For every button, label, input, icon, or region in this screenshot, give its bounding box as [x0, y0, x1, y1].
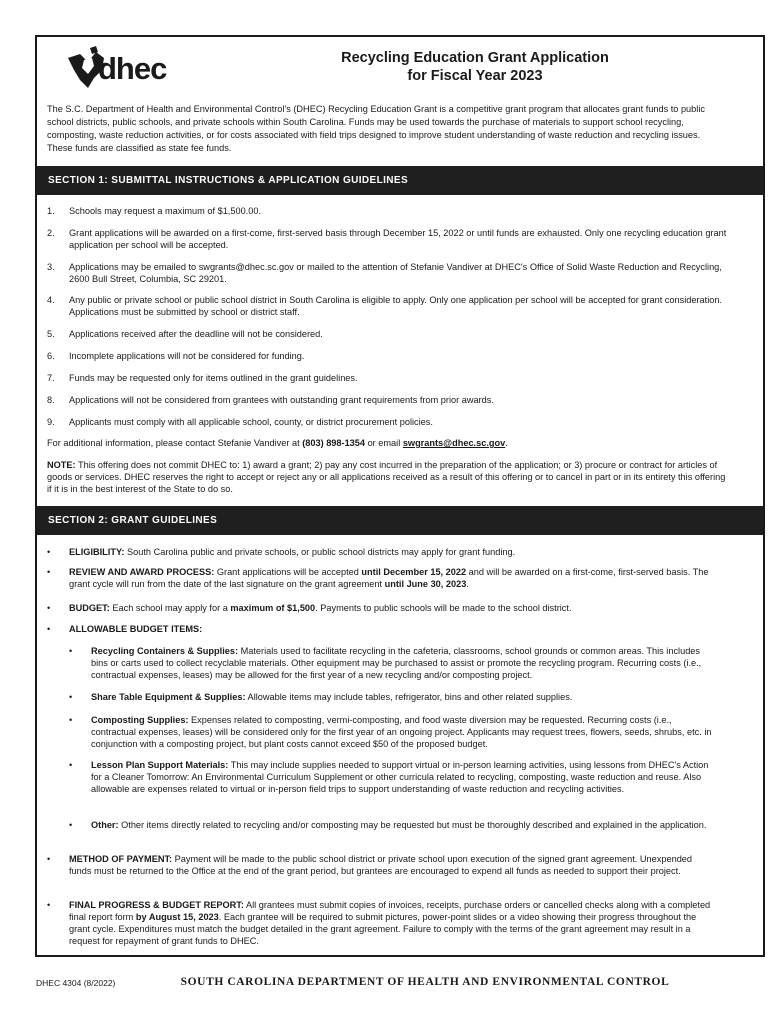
eligibility-bullet: • ELIGIBILITY: South Carolina public and private schools, or public school districts may apply for grant funding.	[47, 547, 516, 557]
list-item: 4. Any public or private school or public school district in South Carolina is eligible to apply. Only one application per school will be accepted for grant consideration. Applications must be submitted by school or district staff.	[47, 295, 723, 317]
list-item: 1. Schools may request a maximum of $1,500.00.	[47, 206, 262, 216]
list-item: 2. Grant applications will be awarded on a first-come, first-served basis through December 15, 2022 or until funds are exhausted. Only one recycling education grant application per school will be accepted.	[47, 228, 727, 250]
sub-item-other: • Other: Other items directly related to recycling and/or composting may be requested but must be thoroughly described and explained in the application.	[69, 820, 707, 830]
sub-item-composting: • Composting Supplies: Expenses related to composting, vermi-composting, and food waste diversion may be requested. Recurring costs (i.e., contractual expenses, leases) will be considered only for the first year of an ongoing project. Applicants may request trees, flowers, seeds, shrubs, etc. in conjunction with a composting project, but plant costs cannot exceed $50 of the proposed budget.	[69, 715, 712, 749]
note-paragraph: NOTE: This offering does not commit DHEC to: 1) award a grant; 2) pay any cost incurred in the preparation of the application; or 3) procure or contract for articles of goods or services. DHEC reserves the right to accept or reject any or all applications received as a result of this offering or to cancel in part or in its entirety this offering if it is in the best interest of the State to do so.	[47, 460, 726, 494]
form-code: DHEC 4304 (8/2022)	[36, 978, 116, 988]
review-bullet: • REVIEW AND AWARD PROCESS: Grant applications will be accepted until December 15, 2022 and will be awarded on a first-come, first-served basis. The grant cycle will run from the date of the last signature on the grant agreement until June 30, 2023.	[47, 567, 709, 589]
intro-paragraph: The S.C. Department of Health and Environmental Control's (DHEC) Recycling Education Grant is a competitive grant program that allocates grant funds to public school districts, public schools, and private schools within South Carolina. Funds may be used towards the purchase of materials to support school recycling, composting, waste reduction activities, or for costs associated with field trips designed to improve student understanding of waste reduction and recycling issues. These funds are classified as state fee funds.	[47, 104, 705, 153]
agency-name: SOUTH CAROLINA DEPARTMENT OF HEALTH AND ENVIRONMENTAL CONTROL	[180, 976, 670, 988]
contact-email-link[interactable]: swgrants@dhec.sc.gov	[402, 438, 506, 448]
payment-bullet: • METHOD OF PAYMENT: Payment will be made to the public school district or private school upon execution of the signed grant agreement. Unexpended funds must be returned to the Office at the end of the grant period, but grantees are encouraged to expend all funds as needed to support their project.	[47, 854, 693, 876]
list-item: 5. Applications received after the deadline will not be considered.	[47, 329, 323, 339]
sub-item-share-table: • Share Table Equipment & Supplies: Allowable items may include tables, refrigerator, bins and other related supplies.	[69, 692, 573, 702]
sub-item-lesson-plan: • Lesson Plan Support Materials: This may include supplies needed to support virtual or in-person learning activities, using lessons from DHEC's Action for a Cleaner Tomorrow: An Environmental Curriculum Supplement or other curricula related to recycling, composting, waste reduction and reuse. Also allowable are expenses related to virtual or in-person field trips to support understanding of waste reduction and recycling activities.	[69, 760, 709, 794]
list-item: 3. Applications may be emailed to swgrants@dhec.sc.gov or mailed to the attention of Stefanie Vandiver at DHEC's Office of Solid Waste Reduction and Recycling, 2600 Bull Street, Columbia, SC 29201.	[47, 262, 722, 284]
list-item: 7. Funds may be requested only for items outlined in the grant guidelines.	[47, 373, 358, 383]
list-item: 8. Applications will not be considered from grantees with outstanding grant requirements from prior awards.	[47, 395, 494, 405]
list-item: 6. Incomplete applications will not be considered for funding.	[47, 351, 305, 361]
final-report-bullet: • FINAL PROGRESS & BUDGET REPORT: All grantees must submit copies of invoices, receipts, purchase orders or cancelled checks along with a completed final report form by August 15, 2023. Each grantee will be required to submit pictures, power-point slides or a video showing their progress throughout the grant cycle. Expenditures must match the budget detailed in the grant agreement. Failure to comply with the terms of the grant agreement may result in a request for repayment of grant funds to DHEC.	[47, 900, 711, 946]
form-subtitle: for Fiscal Year 2023	[407, 68, 543, 84]
allowable-items-bullet: • ALLOWABLE BUDGET ITEMS:	[47, 624, 203, 634]
form-title: Recycling Education Grant Application	[341, 50, 609, 66]
budget-bullet: • BUDGET: Each school may apply for a maximum of $1,500. Payments to public schools will be made to the school district.	[47, 603, 572, 613]
sub-item-recycling-containers: • Recycling Containers & Supplies: Materials used to facilitate recycling in the cafeteria, classrooms, school grounds or common areas. This includes bins or carts used to collect recyclable materials. Other equipment may be purchased to assist or promote the recycling program. Recurring costs (i.e., contractual expenses, leases) may be allowed for the first year of a new recycling and/or composting project.	[69, 646, 702, 680]
logo-wordmark: dhec	[98, 51, 167, 86]
contact-phone: (803) 898-1354	[302, 438, 366, 448]
section1-heading: SECTION 1: SUBMITTAL INSTRUCTIONS & APPLICATION GUIDELINES	[37, 166, 763, 195]
list-item: 9. Applicants must comply with all applicable school, county, or district procurement policies.	[47, 417, 433, 427]
contact-line: For additional information, please contact Stefanie Vandiver at (803) 898-1354 or email swgrants@dhec.sc.gov.	[47, 438, 508, 448]
section2-heading: SECTION 2: GRANT GUIDELINES	[37, 506, 763, 535]
